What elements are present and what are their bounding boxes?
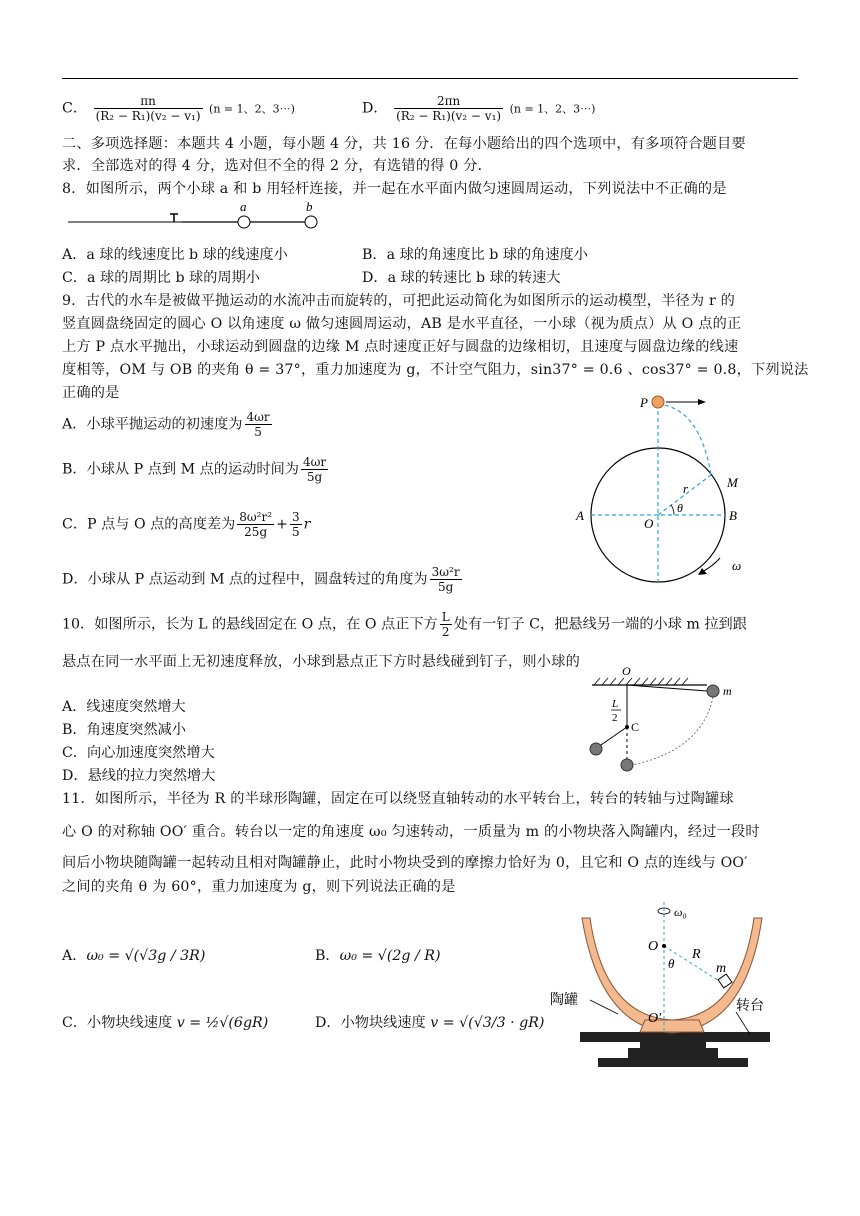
q10-line1: 10．如图所示，长为 L 的悬线固定在 O 点，在 O 点正下方 $\frac{L}{2}$ 处有一钉子 C，把悬线另一端的小球 m 拉到跟 [62, 610, 747, 639]
section2-line2: 求．全部选对的得 4 分，选对但不全的得 2 分，有选错的得 0 分． [62, 158, 493, 174]
q9-fig-omega: ω [732, 558, 742, 573]
q10-pendulum-figure [582, 665, 762, 775]
q9-fig-b: B [729, 508, 737, 523]
q11-fig-oprime: O′ [648, 1011, 662, 1026]
q11-option-d: D．小物块线速度 v = √(√3/3 · gR) [315, 1015, 545, 1031]
q9-fig-r: r [683, 481, 689, 496]
top-rule [62, 78, 798, 79]
q11-fig-omega0: ω₀ [674, 905, 687, 919]
q7-option-c: C． $\frac{\pi n}{\text{(R₂ − R₁)(v₂ − v₁)}}$ (n = 1、2、3⋯) [62, 94, 295, 123]
q11-option-a: A．ω₀ = √(√3g / 3R) [62, 948, 206, 964]
q11-fig-o: O [648, 939, 659, 954]
q10-line2: 悬点在同一水平面上无初速度释放，小球到悬点正下方时悬线碰到钉子，则小球的 [62, 654, 580, 670]
q9-line4: 度相等，OM 与 OB 的夹角 θ = 37°，重力加速度为 g，不计空气阻力，sin37° = 0.6 、cos37° = 0.8，下列说法 [62, 362, 809, 378]
q9-option-b: B．小球从 P 点到 M 点的运动时间为 $\frac{4\omega r}{5g}$ [62, 455, 327, 484]
q7-option-d: D． $\frac{2\pi n}{\text{(R₂ − R₁)(v₂ − v₁)}}$ (n = 1、2、3⋯) [362, 94, 596, 123]
q9-line1: 9．古代的水车是被做平抛运动的水流冲击而旋转的，可把此运动简化为如图所示的运动模型，半径为 r 的 [62, 293, 736, 309]
q8-label-a: a [240, 200, 247, 214]
q9-line5: 正确的是 [62, 385, 120, 401]
q9-option-d: D．小球从 P 点运动到 M 点的过程中，圆盘转过的角度为 $\frac{\text{3ω²r}}{5g}$ [62, 565, 460, 594]
q8-option-a: A．a 球的线速度比 b 球的线速度小 [62, 247, 288, 263]
q10-option-d: D．悬线的拉力突然增大 [62, 768, 216, 784]
q9-waterwheel-figure [570, 390, 760, 590]
q9-fig-theta: θ [677, 501, 683, 515]
q8-label-b: b [306, 200, 313, 214]
q9-option-c: C．P 点与 O 点的高度差为 $\frac{\text{8ω²r²}}{25g}$ + $\frac{3}{5}$ r [62, 510, 311, 539]
q11-fig-m: m [716, 961, 727, 976]
q8-rod-figure [62, 200, 332, 234]
q9-fig-a: A [576, 508, 584, 523]
q8-option-c: C．a 球的周期比 b 球的周期小 [62, 270, 260, 286]
q10-option-a: A．线速度突然增大 [62, 699, 186, 715]
q10-fig-m: m [723, 684, 732, 698]
q10-option-b: B．角速度突然减小 [62, 722, 186, 738]
section2-line1: 二、多项选择题：本题共 4 小题，每小题 4 分，共 16 分．在每小题给出的四个选项中，有多项符合题目要 [62, 136, 746, 152]
q11-fig-jar: 陶罐 [550, 993, 578, 1008]
q11-line1: 11．如图所示，半径为 R 的半球形陶罐，固定在可以绕竖直轴转动的水平转台上，转台的转轴与过陶罐球 [62, 791, 734, 807]
q10-fig-c: C [631, 720, 640, 734]
q11-jar-figure [540, 898, 790, 1080]
q11-line3: 间后小物块随陶罐一起转动且相对陶罐静止，此时小物块受到的摩擦力恰好为 0，且它和 O 点的连线与 OO′ [62, 855, 748, 871]
q9-fig-m: M [727, 475, 738, 490]
q10-option-c: C．向心加速度突然增大 [62, 745, 215, 761]
q9-line3: 上方 P 点水平抛出，小球运动到圆盘的边缘 M 点时速度正好与圆盘的边缘相切，且速度与圆盘边缘的线速 [62, 339, 739, 355]
q9-option-a: A．小球平抛运动的初速度为 $\frac{4\omega r}{5}$ [62, 410, 270, 439]
q10-fig-o: O [622, 665, 631, 678]
q8-option-d: D．a 球的转速比 b 球的转速大 [362, 270, 561, 286]
q11-fig-theta: θ [668, 956, 675, 971]
q9-fig-p: P [640, 395, 648, 410]
q11-fig-table: 转台 [736, 999, 764, 1014]
q11-line4: 之间的夹角 θ 为 60°，重力加速度为 g，则下列说法正确的是 [62, 879, 456, 895]
q10-fig-two: 2 [612, 712, 618, 724]
q8-option-b: B．a 球的角速度比 b 球的角速度小 [362, 247, 588, 263]
q11-line2: 心 O 的对称轴 OO′ 重合。转台以一定的角速度 ω₀ 匀速转动，一质量为 m 的小物块落入陶罐内，经过一段时 [62, 824, 760, 840]
q11-option-b: B．ω₀ = √(2g / R) [315, 948, 441, 964]
q11-option-c: C．小物块线速度 v = ½√(6gR) [62, 1015, 269, 1031]
q10-fig-l: L [612, 698, 619, 710]
q9-line2: 竖直圆盘绕固定的圆心 O 以角速度 ω 做匀速圆周运动，AB 是水平直径，一小球（视为质点）从 O 点的正 [62, 316, 742, 332]
q11-fig-r: R [692, 947, 701, 962]
q9-fig-o: O [644, 516, 654, 531]
q8-stem: 8．如图所示，两个小球 a 和 b 用轻杆连接，并一起在水平面内做匀速圆周运动，下列说法中不正确的是 [62, 181, 727, 197]
